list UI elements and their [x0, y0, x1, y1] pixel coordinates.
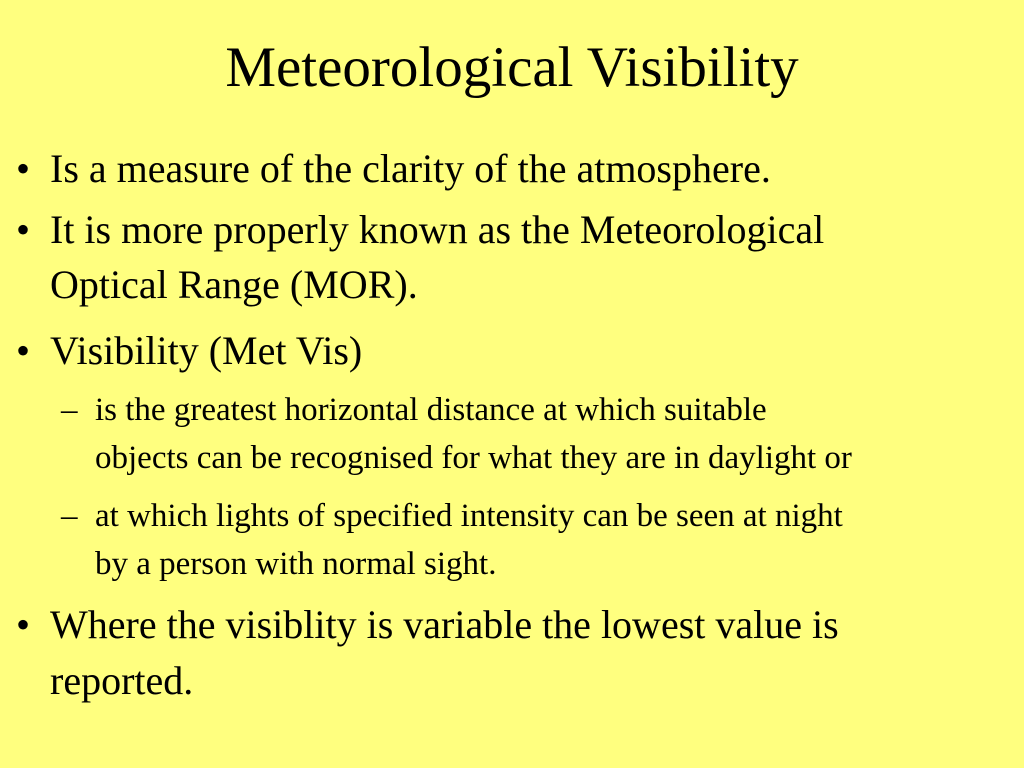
bullet-marker: • [16, 328, 31, 373]
dash-marker: – [61, 392, 78, 428]
bullet-marker: • [16, 146, 31, 191]
bullet-text: reported. [50, 658, 194, 703]
bullet-text: Where the visiblity is variable the lowest value is [50, 602, 839, 647]
bullet-text: It is more properly known as the Meteorological [50, 207, 825, 252]
bullet-text: Is a measure of the clarity of the atmosphere. [50, 146, 771, 191]
slide-title: Meteorological Visibility [225, 36, 799, 99]
bullet-text: Optical Range (MOR). [50, 262, 418, 307]
bullet-marker: • [16, 207, 31, 252]
sub-bullet-text: at which lights of specified intensity can be seen at night [95, 498, 843, 534]
dash-marker: – [61, 498, 78, 534]
bullet-marker: • [16, 602, 31, 647]
sub-bullet-text: by a person with normal sight. [95, 546, 497, 582]
bullet-text: Visibility (Met Vis) [50, 328, 363, 373]
sub-bullet-text: objects can be recognised for what they are in daylight or [95, 440, 852, 476]
sub-bullet-text: is the greatest horizontal distance at which suitable [95, 392, 767, 428]
